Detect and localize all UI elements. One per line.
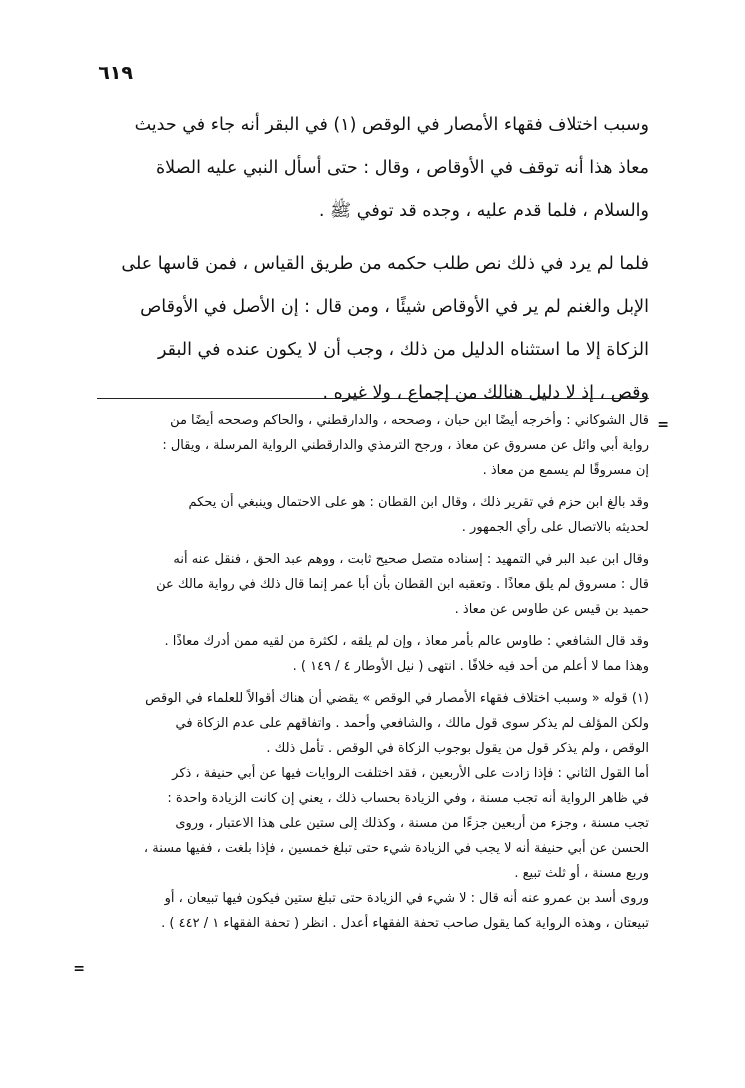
footnote-line: وروى أسد بن عمرو عنه أنه قال : لا شيء في الزيادة حتى تبلغ ستين فيكون فيها تبيعان ، أو <box>164 891 649 906</box>
body-line: وقص ، إذ لا دليل هنالك من إجماع ، ولا غيره . <box>322 383 649 403</box>
body-line: معاذ هذا أنه توقف في الأوقاص ، وقال : حتى أسأل النبي عليه الصلاة <box>155 158 649 178</box>
footnote-line: الوقص ، ولم يذكر قول من يقول بوجوب الزكاة في الوقص . تأمل ذلك . <box>266 741 649 756</box>
footnote-line: قال الشوكاني : وأخرجه أيضًا ابن حبان ، وصححه ، والدارقطني ، والحاكم وصححه أيضًا من <box>170 413 649 428</box>
footnotes <box>94 408 649 936</box>
footnote-line: (١) قوله « وسبب اختلاف فقهاء الأمصار في الوقص » يقضي أن هناك أقوالاً للعلماء في الوقص <box>145 691 649 706</box>
footnote-line: وربع مسنة ، أو ثلث تبيع . <box>514 866 649 881</box>
footnote-separator <box>97 398 649 399</box>
footnote-line: حميد بن قيس عن طاوس عن معاذ . <box>454 602 649 617</box>
footnote-line: في ظاهر الرواية أنه تجب مسنة ، وفي الزيادة بحساب ذلك ، يعني إن كانت الزيادة واحدة : <box>167 791 649 806</box>
footnote-line: تجب مسنة ، وجزء من أربعين جزءًا من مسنة ، وكذلك إلى ستين على هذا الاعتبار ، وروى <box>175 816 649 831</box>
footnote-line: وهذا مما لا أعلم من أحد فيه خلافًا . انتهى ( نيل الأوطار ٤ / ١٤٩ ) . <box>292 659 649 674</box>
footnote-line: رواية أبي وائل عن مسروق عن معاذ ، ورجح الترمذي والدارقطني الرواية المرسلة ، ويقال : <box>162 438 649 453</box>
main-text <box>94 104 649 415</box>
continuation-marker: = <box>657 417 669 433</box>
footnote-line: الحسن عن أبي حنيفة أنه لا يجب في الزيادة شيء حتى تبلغ خمسين ، فإذا بلغت ، ففيها مسنة ، <box>143 841 649 856</box>
body-line: فلما لم يرد في ذلك نص طلب حكمه من طريق القياس ، فمن قاسها على <box>121 254 649 274</box>
body-line: وسبب اختلاف فقهاء الأمصار في الوقص (١) في البقر أنه جاء في حديث <box>134 115 649 135</box>
footnote-line: إن مسروقًا لم يسمع من معاذ . <box>482 463 649 478</box>
footnote-line: أما القول الثاني : فإذا زادت على الأربعين ، فقد اختلفت الروايات فيها عن أبي حنيفة ، ذكر <box>172 766 649 781</box>
footnote-line: وقال ابن عبد البر في التمهيد : إسناده متصل صحيح ثابت ، ووهم عبد الحق ، فنقل عنه أنه <box>173 552 649 567</box>
body-line: الإبل والغنم لم ير في الأوقاص شيئًا ، ومن قال : إن الأصل في الأوقاص <box>140 297 649 317</box>
page-number: ٦١٩ <box>98 62 133 84</box>
body-line: والسلام ، فلما قدم عليه ، وجده قد توفي ﷺ . <box>318 201 649 221</box>
footnote-line: وقد بالغ ابن حزم في تقرير ذلك ، وقال ابن القطان : هو على الاحتمال وينبغي أن يحكم <box>188 495 649 510</box>
footnote-line: لحديثه بالاتصال على رأي الجمهور . <box>461 520 649 535</box>
footnote-line: وقد قال الشافعي : طاوس عالم بأمر معاذ ، وإن لم يلقه ، لكثرة من لقيه ممن أدرك معاذًا . <box>164 634 649 649</box>
footnote-line: تبيعتان ، وهذه الرواية كما يقول صاحب تحفة الفقهاء أعدل . انظر ( تحفة الفقهاء ١ / ٤٤٢ ) . <box>161 916 649 931</box>
continued-marker: = <box>73 961 85 977</box>
footnote-line: قال : مسروق لم يلق معاذًا . وتعقبه ابن القطان بأن أبا عمر إنما قال ذلك في رواية مالك عن <box>156 577 649 592</box>
body-line: الزكاة إلا ما استثناه الدليل من ذلك ، وجب أن لا يكون عنده في البقر <box>157 340 649 360</box>
footnote-line: ولكن المؤلف لم يذكر سوى قول مالك ، والشافعي وأحمد . واتفاقهم على عدم الزكاة في <box>175 716 649 731</box>
